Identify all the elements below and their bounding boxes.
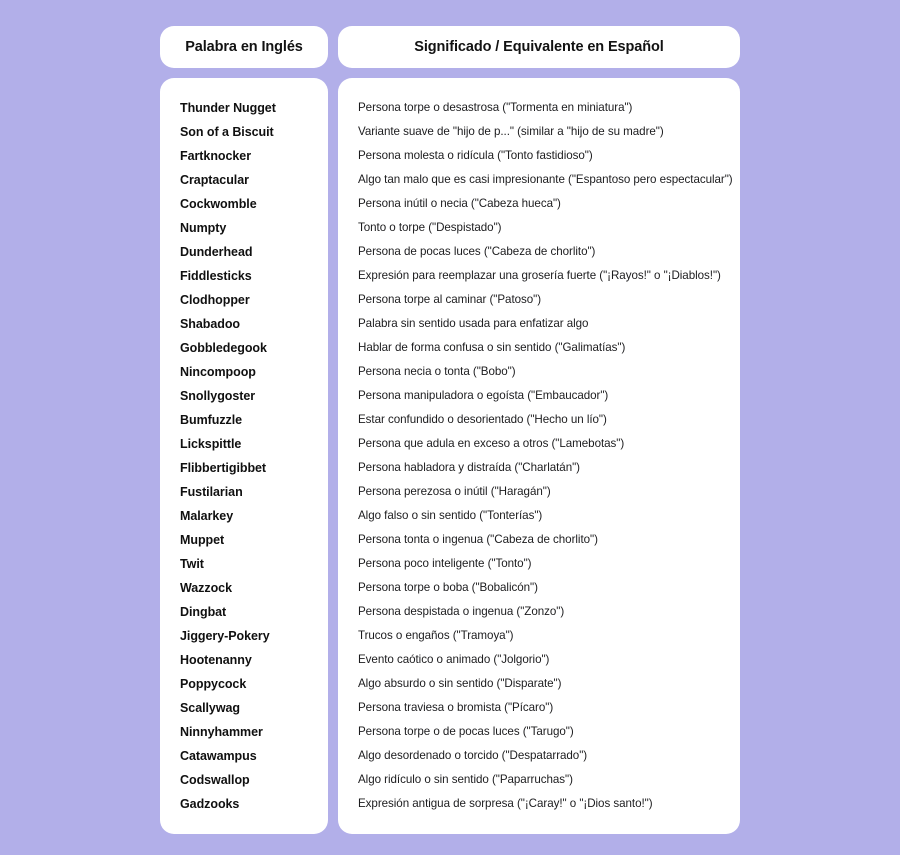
english-word-item: Thunder Nugget	[180, 101, 276, 115]
spanish-meaning-item: Persona de pocas luces ("Cabeza de chorlito")	[358, 245, 596, 258]
spanish-meaning-item: Algo desordenado o torcido ("Despatarrado")	[358, 749, 588, 762]
spanish-meaning-item: Persona tonta o ingenua ("Cabeza de chorlito")	[358, 533, 598, 546]
english-word-item: Malarkey	[180, 509, 234, 523]
english-word-item: Shabadoo	[180, 317, 241, 331]
spanish-meaning-column-card	[338, 78, 740, 834]
english-word-item: Poppycock	[180, 677, 247, 691]
english-word-item: Dingbat	[180, 605, 227, 619]
spanish-meaning-item: Persona inútil o necia ("Cabeza hueca")	[358, 197, 561, 210]
english-word-item: Craptacular	[180, 173, 249, 187]
spanish-meaning-item: Persona torpe o desastrosa ("Tormenta en miniatura")	[358, 101, 633, 114]
english-word-item: Codswallop	[180, 773, 250, 787]
spanish-meaning-item: Evento caótico o animado ("Jolgorio")	[358, 653, 550, 666]
column-header-english-word: Palabra en Inglés	[160, 26, 328, 68]
english-word-item: Dunderhead	[180, 245, 253, 259]
english-word-column-card	[160, 78, 328, 834]
english-word-item: Catawampus	[180, 749, 257, 763]
english-word-item: Fiddlesticks	[180, 269, 252, 283]
spanish-meaning-item: Persona despistada o ingenua ("Zonzo")	[358, 605, 565, 618]
english-word-item: Bumfuzzle	[180, 413, 243, 427]
spanish-meaning-item: Algo absurdo o sin sentido ("Disparate")	[358, 677, 562, 690]
english-word-item: Lickspittle	[180, 437, 242, 451]
spanish-meaning-item: Algo falso o sin sentido ("Tonterías")	[358, 509, 543, 522]
column-header-spanish-meaning: Significado / Equivalente en Español	[338, 26, 740, 68]
english-word-item: Son of a Biscuit	[180, 125, 274, 139]
spanish-meaning-item: Persona torpe o boba ("Bobalicón")	[358, 581, 538, 594]
english-word-item: Numpty	[180, 221, 227, 235]
spanish-meaning-item: Estar confundido o desorientado ("Hecho un lío")	[358, 413, 607, 426]
english-word-item: Ninnyhammer	[180, 725, 263, 739]
english-word-item: Fartknocker	[180, 149, 252, 163]
spanish-meaning-item: Trucos o engaños ("Tramoya")	[358, 629, 514, 642]
spanish-meaning-item: Palabra sin sentido usada para enfatizar algo	[358, 317, 589, 330]
spanish-meaning-item: Persona molesta o ridícula ("Tonto fastidioso")	[358, 149, 593, 162]
spanish-meaning-item: Persona torpe o de pocas luces ("Tarugo")	[358, 725, 574, 738]
english-word-item: Clodhopper	[180, 293, 250, 307]
spanish-meaning-item: Tonto o torpe ("Despistado")	[358, 221, 502, 234]
english-word-item: Jiggery-Pokery	[180, 629, 270, 643]
spanish-meaning-item: Hablar de forma confusa o sin sentido ("Galimatías")	[358, 341, 626, 354]
table-header-row	[160, 26, 740, 68]
spanish-meaning-item: Persona torpe al caminar ("Patoso")	[358, 293, 542, 306]
spanish-meaning-list	[338, 96, 740, 816]
english-word-item: Snollygoster	[180, 389, 256, 403]
spanish-meaning-item: Persona perezosa o inútil ("Haragán")	[358, 485, 551, 498]
vocabulary-table	[160, 26, 740, 834]
spanish-meaning-item: Persona poco inteligente ("Tonto")	[358, 557, 532, 570]
english-word-item: Nincompoop	[180, 365, 256, 379]
english-word-item: Twit	[180, 557, 204, 571]
table-body-row	[160, 78, 740, 834]
english-word-item: Wazzock	[180, 581, 232, 595]
spanish-meaning-item: Expresión antigua de sorpresa ("¡Caray!" o "¡Dios santo!")	[358, 797, 653, 810]
spanish-meaning-item: Variante suave de "hijo de p..." (similar a "hijo de su madre")	[358, 125, 664, 138]
spanish-meaning-item: Algo ridículo o sin sentido ("Paparruchas")	[358, 773, 573, 786]
english-word-list	[160, 96, 328, 816]
spanish-meaning-item: Expresión para reemplazar una grosería fuerte ("¡Rayos!" o "¡Diablos!")	[358, 269, 721, 282]
english-word-item: Scallywag	[180, 701, 240, 715]
spanish-meaning-item: Persona manipuladora o egoísta ("Embaucador")	[358, 389, 609, 402]
english-word-item: Flibbertigibbet	[180, 461, 267, 475]
spanish-meaning-item: Persona necia o tonta ("Bobo")	[358, 365, 516, 378]
english-word-item: Gobbledegook	[180, 341, 267, 355]
spanish-meaning-item: Persona traviesa o bromista ("Pícaro")	[358, 701, 554, 714]
spanish-meaning-item: Persona habladora y distraída ("Charlatán")	[358, 461, 580, 474]
english-word-item: Cockwomble	[180, 197, 257, 211]
spanish-meaning-item: Algo tan malo que es casi impresionante ("Espantoso pero espectacular")	[358, 173, 733, 186]
english-word-item: Muppet	[180, 533, 225, 547]
spanish-meaning-item: Persona que adula en exceso a otros ("Lamebotas")	[358, 437, 625, 450]
english-word-item: Fustilarian	[180, 485, 243, 499]
english-word-item: Hootenanny	[180, 653, 252, 667]
english-word-item: Gadzooks	[180, 797, 240, 811]
